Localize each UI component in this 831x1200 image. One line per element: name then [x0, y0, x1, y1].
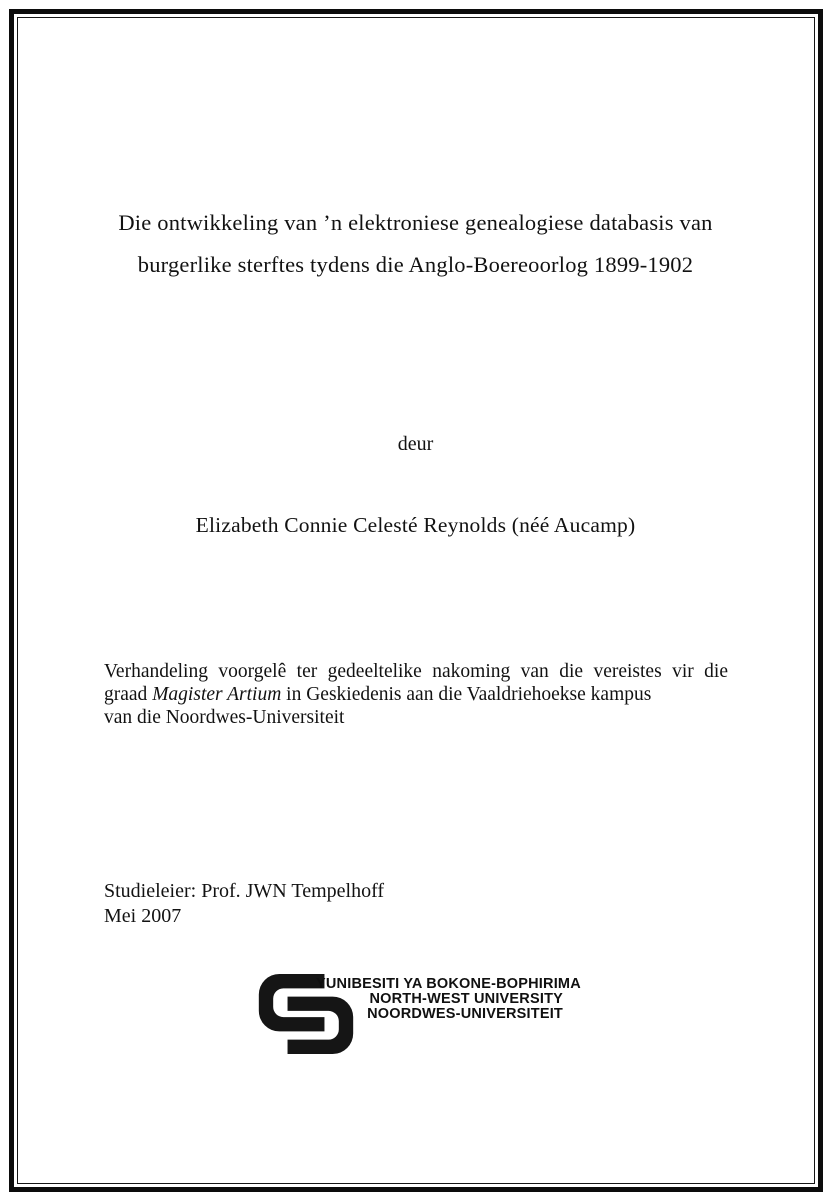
logo-line-english: NORTH-WEST UNIVERSITY — [369, 991, 563, 1008]
university-logo — [256, 972, 581, 1056]
degree-statement-line-2-suffix: in Geskiedenis aan die Vaaldriehoekse kampus — [281, 684, 652, 706]
degree-statement — [104, 660, 728, 730]
university-logo-wordmark — [316, 976, 581, 1023]
byline-label: deur — [397, 433, 434, 455]
degree-statement-line-3: van die Noordwes-Universiteit — [104, 707, 345, 729]
logo-line-setswana: YUNIBESITI YA BOKONE-BOPHIRIMA — [316, 976, 581, 992]
thesis-title-line-2: burgerlike sterftes tydens die Anglo-Boereoorlog 1899-1902 — [137, 252, 694, 277]
supervisor-block — [104, 879, 384, 928]
supervisor-line: Studieleier: Prof. JWN Tempelhoff — [104, 880, 385, 902]
degree-name-italic: Magister Artium — [152, 684, 282, 706]
degree-statement-line-2-prefix: graad — [104, 684, 153, 706]
degree-statement-line-1: Verhandeling voorgelê ter gedeeltelike nakoming van die vereistes vir die — [104, 661, 728, 682]
logo-line-afrikaans: NOORDWES-UNIVERSITEIT — [367, 1006, 563, 1023]
thesis-title-line-1: Die ontwikkeling van ’n elektroniese genealogiese databasis van — [118, 210, 713, 235]
date-line: Mei 2007 — [104, 904, 182, 927]
degree-statement-line-2 — [104, 683, 728, 706]
author-name: Elizabeth Connie Celesté Reynolds (néé Aucamp) — [195, 513, 636, 537]
thesis-title — [40, 202, 791, 286]
